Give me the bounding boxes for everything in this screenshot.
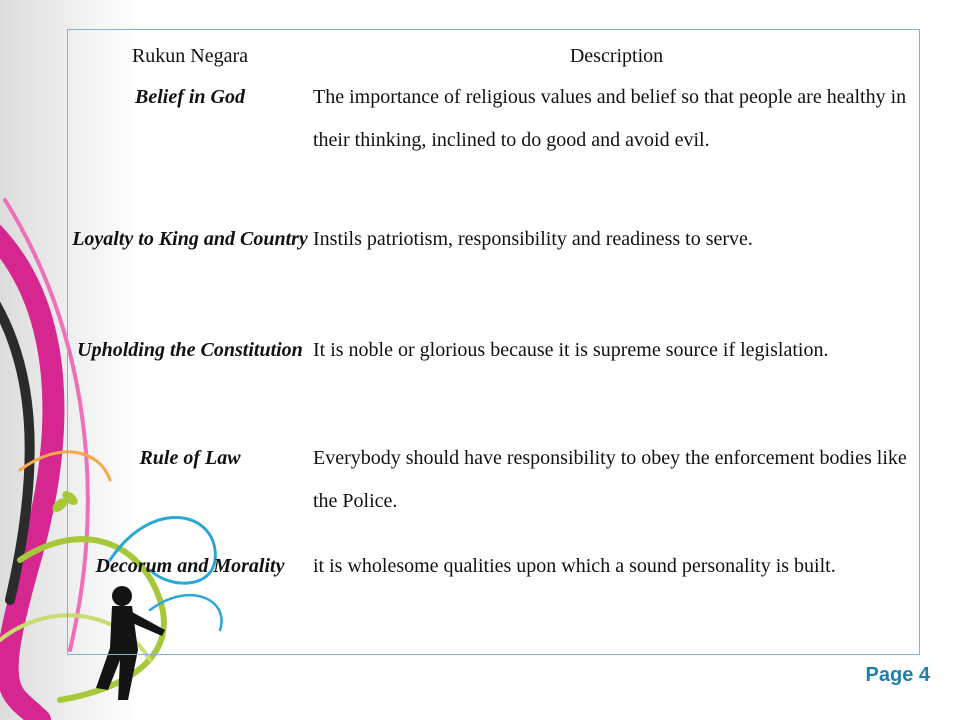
pillar-description: The importance of religious values and belief so that people are healthy in their thinking, inclined to do good and avoid evil. [313, 86, 907, 151]
page-number: Page 4 [865, 664, 930, 686]
pillar-name: Decorum and Morality [95, 555, 285, 577]
table-row [67, 545, 920, 635]
table-row [67, 76, 920, 218]
header-rukun-negara: Rukun Negara [131, 44, 249, 67]
pillar-description: it is wholesome qualities upon which a sound personality is built. [313, 555, 836, 577]
table-row [67, 437, 920, 545]
pillar-description: It is noble or glorious because it is supreme source if legislation. [313, 339, 829, 361]
header-description: Description [569, 44, 664, 67]
pillar-description: Everybody should have responsibility to obey the enforcement bodies like the Police. [313, 447, 907, 512]
pillar-name: Loyalty to King and Country [72, 228, 308, 250]
table-header-row [67, 36, 920, 76]
pillar-description: Instils patriotism, responsibility and readiness to serve. [313, 228, 753, 250]
pillar-name: Upholding the Constitution [77, 339, 303, 361]
rukun-negara-table [67, 36, 920, 635]
pillar-name: Belief in God [135, 86, 245, 108]
table-row [67, 329, 920, 437]
pillar-name: Rule of Law [139, 447, 241, 469]
table-row [67, 218, 920, 329]
